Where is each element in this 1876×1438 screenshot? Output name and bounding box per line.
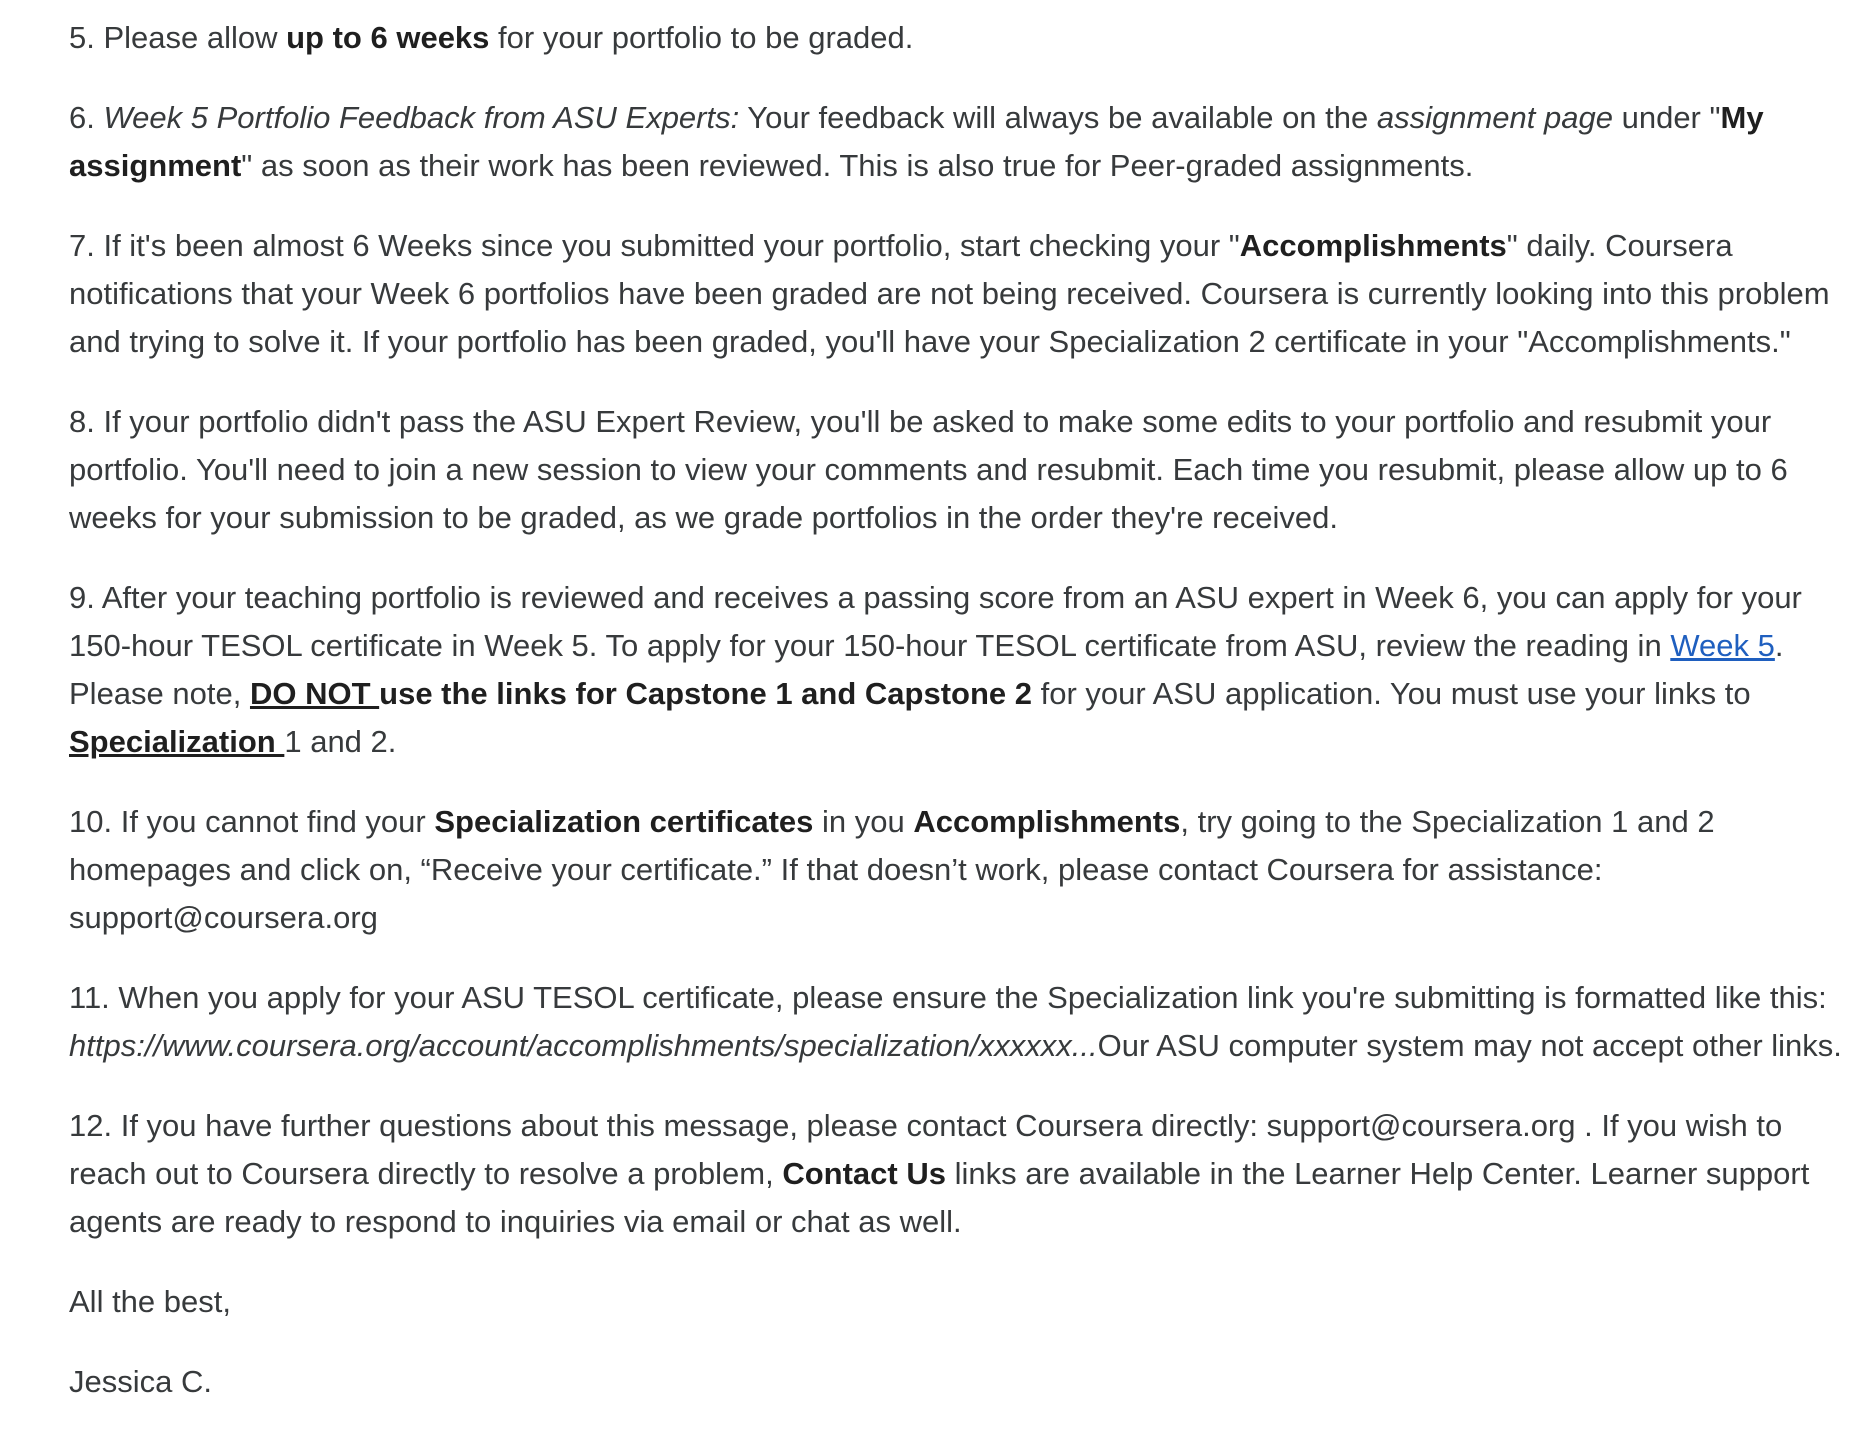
- item-9-text-4: 1 and 2.: [284, 724, 397, 759]
- message-body: [69, 14, 1849, 1438]
- item-7-bold-accomplishments: Accomplishments: [1239, 228, 1507, 263]
- list-item-12: [69, 1102, 1849, 1246]
- item-6-bold-my-assignment: My assignment: [69, 100, 1764, 183]
- item-10-bold-specialization-certificates: Specialization certificates: [434, 804, 814, 839]
- week-5-link[interactable]: Week 5: [1670, 628, 1775, 663]
- item-6-text-1: 6.: [69, 100, 104, 135]
- item-12-text-1: 12. If you have further questions about this message, please contact Coursera directly: support@coursera.org . If you wish to reach out to Coursera directly to resolve a problem,: [69, 1108, 1783, 1191]
- item-12-bold-contact-us: Contact Us: [782, 1156, 946, 1191]
- item-9-bold-capstone: use the links for Capstone 1 and Capstone 2: [379, 676, 1033, 711]
- list-item-11: [69, 974, 1849, 1070]
- list-item-7: [69, 222, 1849, 366]
- item-10-text-1: 10. If you cannot find your: [69, 804, 435, 839]
- item-11-text-2: Our ASU computer system may not accept other links.: [1097, 1028, 1842, 1063]
- signature-name: Jessica C.: [69, 1364, 212, 1399]
- item-10-text-2: in you: [813, 804, 914, 839]
- item-9-text-2: . Please note,: [69, 628, 1784, 711]
- item-5-text-1: 5. Please allow: [69, 20, 287, 55]
- list-item-9: [69, 574, 1849, 766]
- item-9-bold-do-not: DO NOT: [249, 676, 380, 711]
- item-9-text-3: for your ASU application. You must use your links to: [1032, 676, 1751, 711]
- item-11-text-1: 11. When you apply for your ASU TESOL certificate, please ensure the Specialization link you're submitting is formatted like this:: [69, 980, 1827, 1015]
- list-item-5: [69, 14, 1849, 62]
- item-6-text-2: Your feedback will always be available on the: [739, 100, 1377, 135]
- item-5-bold-weeks: up to 6 weeks: [286, 20, 490, 55]
- item-7-text-2: " daily. Coursera notifications that your Week 6 portfolios have been graded are not being received. Coursera is currently looking into this problem and trying to solve it. If your portfolio has been graded, you'll have your Specialization 2 certificate in your "Accomplishments.": [69, 228, 1830, 359]
- list-item-8: [69, 398, 1849, 542]
- list-item-6: [69, 94, 1849, 190]
- item-12-text-2: links are available in the Learner Help Center. Learner support agents are ready to respond to inquiries via email or chat as well.: [69, 1156, 1810, 1239]
- item-8-text: 8. If your portfolio didn't pass the ASU Expert Review, you'll be asked to make some edits to your portfolio and resubmit your portfolio. You'll need to join a new session to view your comments and resubmit. Each time you resubmit, please allow up to 6 weeks for your submission to be graded, as we grade portfolios in the order they're received.: [69, 404, 1788, 535]
- item-6-text-4: " as soon as their work has been reviewed. This is also true for Peer-graded assignments.: [241, 148, 1474, 183]
- item-9-bold-specialization: Specialization: [69, 724, 285, 759]
- item-6-italic-heading: Week 5 Portfolio Feedback from ASU Experts:: [103, 100, 740, 135]
- item-11-italic-url-format: https://www.coursera.org/account/accomplishments/specialization/xxxxxx...: [69, 1028, 1098, 1063]
- item-10-bold-accomplishments: Accomplishments: [913, 804, 1181, 839]
- item-10-text-3: , try going to the Specialization 1 and 2 homepages and click on, “Receive your certificate.” If that doesn’t work, please contact Coursera for assistance: support@coursera.org: [69, 804, 1715, 935]
- item-7-text-1: 7. If it's been almost 6 Weeks since you submitted your portfolio, start checking your ": [69, 228, 1240, 263]
- list-item-10: [69, 798, 1849, 942]
- item-5-text-2: for your portfolio to be graded.: [489, 20, 914, 55]
- item-9-text-1: 9. After your teaching portfolio is reviewed and receives a passing score from an ASU expert in Week 6, you can apply for your 150-hour TESOL certificate in Week 5. To apply for your 150-hour TESOL certificate from ASU, review the reading in: [69, 580, 1802, 663]
- closing-line: All the best,: [69, 1284, 231, 1319]
- item-6-text-3: under ": [1612, 100, 1721, 135]
- item-6-italic-assignment-page: assignment page: [1376, 100, 1613, 135]
